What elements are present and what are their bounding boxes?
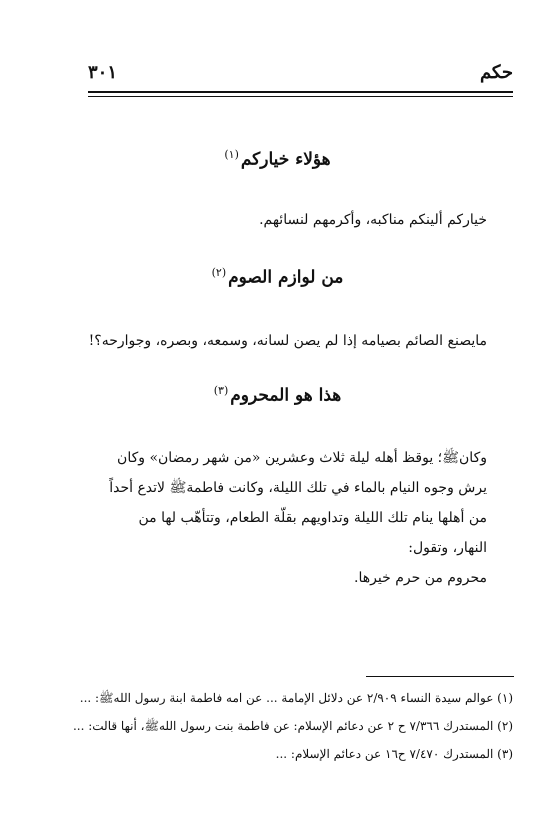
book-title: حكم bbox=[479, 62, 513, 83]
section-body-1 bbox=[88, 205, 487, 235]
section-title-2 bbox=[0, 266, 555, 288]
body-line: من أهلها ينام تلك الليلة وتداويهم بقلّة الطعام، وتتأهّب لها من bbox=[138, 510, 487, 526]
footnote-marker: (٢) bbox=[211, 266, 227, 279]
section-title-text: هذا هو المحروم bbox=[230, 385, 342, 406]
body-line: يرش وجوه النيام بالماء في تلك الليلة، وكانت فاطمةﷺ لاتدع أحداً bbox=[109, 480, 487, 496]
page-number: ٣٠١ bbox=[88, 62, 118, 83]
section-title-text: من لوازم الصوم bbox=[228, 267, 344, 288]
footnote-1: (١) عوالم سيدة النساء ٢/٩٠٩ عن دلائل الإمامة ... عن امه فاطمة ابنة رسول اللهﷺ: ... bbox=[79, 691, 513, 705]
footnote-rule bbox=[366, 676, 514, 677]
header-rule-thick bbox=[88, 91, 513, 93]
footnote-2: (٢) المستدرك ٧/٣٦٦ ح ٢ عن دعائم الإسلام: عن فاطمة بنت رسول اللهﷺ، أنها قالت: ... bbox=[72, 719, 513, 733]
footnote-3: (٣) المستدرك ٧/٤٧٠ ح١٦ عن دعائم الإسلام: ... bbox=[275, 747, 513, 761]
footnote-marker: (٣) bbox=[213, 384, 229, 397]
body-line: النهار، وتقول: bbox=[408, 540, 487, 556]
section-body-3 bbox=[88, 443, 487, 593]
footnotes bbox=[72, 684, 513, 768]
body-line: مايصنع الصائم بصيامه إذا لم يصن لسانه، وسمعه، وبصره، وجوارحه؟! bbox=[88, 333, 487, 349]
footnote-marker: (١) bbox=[224, 148, 239, 161]
section-title-text: هؤلاء خياركم bbox=[240, 149, 331, 170]
body-line: محروم من حرم خيرها. bbox=[354, 570, 487, 586]
header-rule-thin bbox=[88, 96, 513, 97]
section-body-2 bbox=[88, 326, 487, 356]
section-title-3 bbox=[0, 384, 555, 406]
section-title-1 bbox=[0, 148, 555, 170]
body-line: خياركم ألينكم مناكبه، وأكرمهم لنسائهم. bbox=[259, 212, 487, 228]
body-line: وكانﷺ؛ يوقظ أهله ليلة ثلاث وعشرين «من شهر رمضان» وكان bbox=[117, 450, 487, 466]
running-header bbox=[88, 56, 513, 90]
